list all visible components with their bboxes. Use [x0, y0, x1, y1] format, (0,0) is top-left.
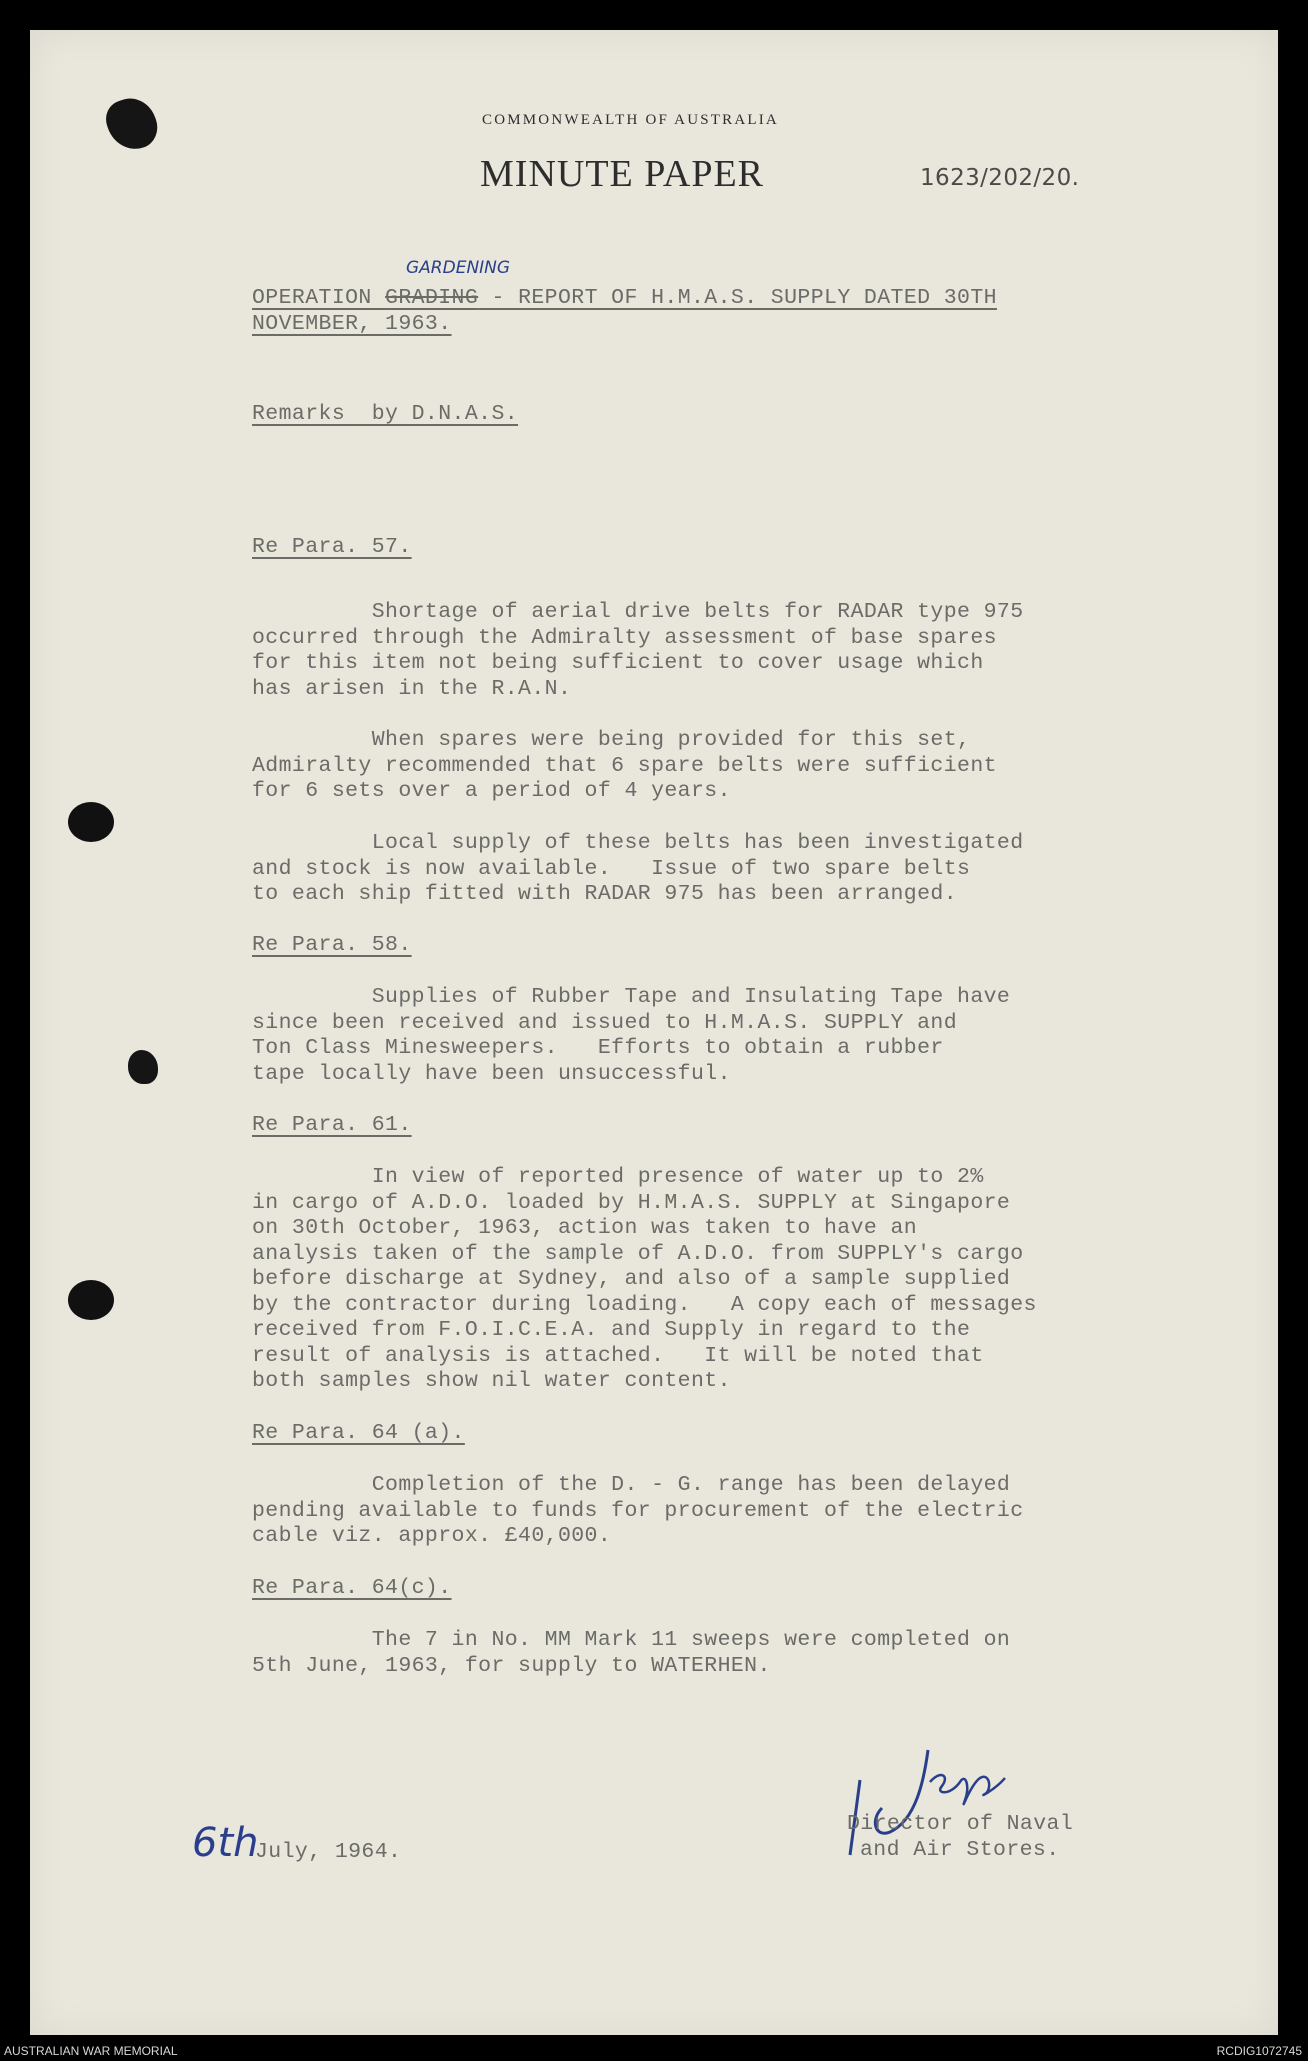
subject-line-1: OPERATION GRADING - REPORT OF H.M.A.S. SUPPLY DATED 30TH	[252, 286, 997, 310]
section-heading: Re Para. 64(c).	[252, 1576, 452, 1600]
section-heading: Re Para. 58.	[252, 933, 412, 957]
body-line: pending available to funds for procurement of the electric	[252, 1498, 1024, 1523]
body-line: Shortage of aerial drive belts for RADAR type 975	[252, 600, 1024, 624]
body-line: has arisen in the R.A.N.	[252, 676, 572, 701]
section-heading: Re Para. 64 (a).	[252, 1421, 465, 1445]
signature-title-line1: Director of Naval	[847, 1812, 1074, 1836]
body-line: by the contractor during loading. A copy each of messages	[252, 1292, 1037, 1317]
date-typed: July, 1964.	[255, 1840, 402, 1864]
remarks-heading: Remarks by D.N.A.S.	[252, 402, 519, 426]
body-line: before discharge at Sydney, and also of a sample supplied	[252, 1267, 1011, 1291]
body-line: since been received and issued to H.M.A.S. SUPPLY and	[252, 1010, 958, 1035]
body-line: both samples show nil water content.	[252, 1369, 731, 1393]
punch-hole-bottom	[68, 1280, 114, 1320]
subject-line-2: NOVEMBER, 1963.	[252, 312, 452, 336]
body-line: to each ship fitted with RADAR 975 has been arranged.	[252, 882, 958, 906]
torn-corner	[101, 91, 164, 156]
body-line: result of analysis is attached. It will be noted that	[252, 1343, 984, 1368]
body-line: and stock is now available. Issue of two spare belts	[252, 856, 971, 881]
footer-right: RCDIG1072745	[1216, 2044, 1302, 2058]
paper-sheet	[30, 30, 1278, 2035]
body-line: Ton Class Minesweepers. Efforts to obtain a rubber	[252, 1036, 944, 1060]
body-line: tape locally have been unsuccessful.	[252, 1061, 731, 1086]
torn-hole	[128, 1050, 158, 1084]
punch-hole-top	[68, 802, 114, 842]
body-line: analysis taken of the sample of A.D.O. from SUPPLY's cargo	[252, 1241, 1024, 1266]
page-title: MINUTE PAPER	[480, 153, 765, 195]
body-line: When spares were being provided for this set,	[252, 728, 971, 752]
body-line: occurred through the Admiralty assessment of base spares	[252, 625, 997, 650]
body-line: for this item not being sufficient to cover usage which	[252, 651, 984, 675]
signature-title-line2: and Air Stores.	[860, 1838, 1060, 1862]
footer-left: AUSTRALIAN WAR MEMORIAL	[4, 2044, 178, 2058]
body-line: received from F.O.I.C.E.A. and Supply in regard to the	[252, 1318, 971, 1342]
section-heading: Re Para. 61.	[252, 1113, 412, 1137]
body-line: Supplies of Rubber Tape and Insulating Tape have	[252, 985, 1011, 1009]
body-line: Completion of the D. - G. range has been delayed	[252, 1473, 1011, 1497]
body-line: for 6 sets over a period of 4 years.	[252, 779, 731, 803]
body-line: Local supply of these belts has been investigated	[252, 831, 1024, 855]
body-line: on 30th October, 1963, action was taken to have an	[252, 1216, 918, 1240]
handwritten-insertion: GARDENING	[406, 258, 511, 278]
section-heading: Re Para. 57.	[252, 535, 412, 559]
handwritten-day: 6th	[192, 1820, 259, 1866]
body-line: cable viz. approx. £40,000.	[252, 1524, 612, 1548]
org-name: COMMONWEALTH OF AUSTRALIA	[482, 112, 779, 128]
body-line: In view of reported presence of water up to 2%	[252, 1165, 984, 1189]
body-line: in cargo of A.D.O. loaded by H.M.A.S. SUPPLY at Singapore	[252, 1190, 1011, 1215]
body-line: Admiralty recommended that 6 spare belts were sufficient	[252, 753, 997, 778]
file-number: 1623/202/20.	[920, 165, 1080, 191]
body-line: 5th June, 1963, for supply to WATERHEN.	[252, 1653, 771, 1678]
body-line: The 7 in No. MM Mark 11 sweeps were completed on	[252, 1628, 1011, 1652]
